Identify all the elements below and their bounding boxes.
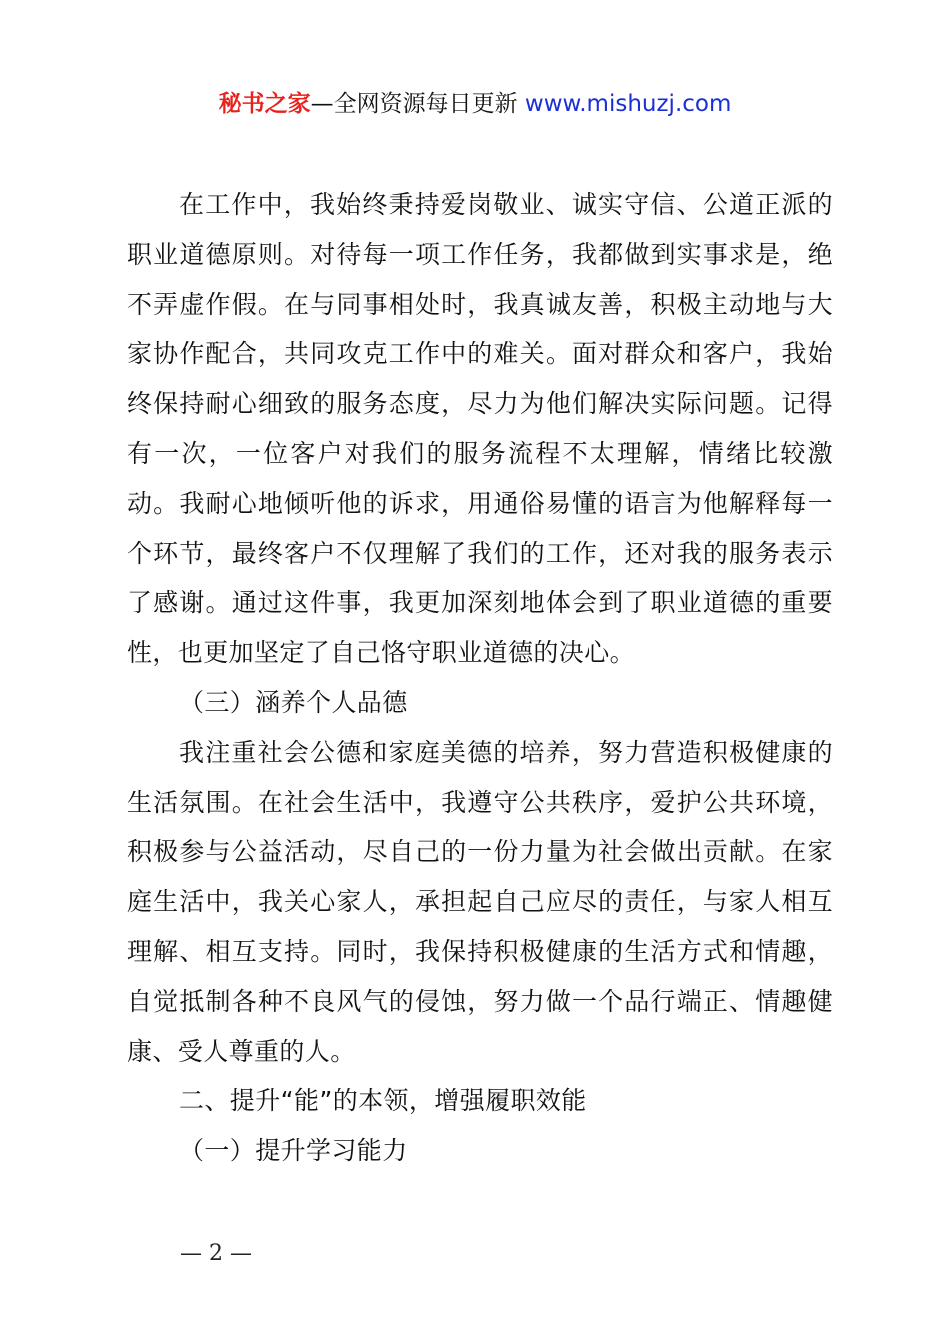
paragraph-personal-morality: 我注重社会公德和家庭美德的培养，努力营造积极健康的生活氛围。在社会生活中，我遵守公共秩序，爱护公共环境，积极参与公益活动，尽自己的一份力量为社会做出贡献。在家庭生活中，我关心家人，承担起自己应尽的责任，与家人相互理解、相互支持。同时，我保持积极健康的生活方式和情趣，自觉抵制各种不良风气的侵蚀，努力做一个品行端正、情趣健康、受人尊重的人。 <box>127 737 833 1066</box>
site-url-link[interactable]: www.mishuzj.com <box>524 91 732 117</box>
brand-name: 秘书之家 <box>218 91 311 117</box>
page-number: — 2 — <box>180 1241 252 1266</box>
page-header <box>0 88 950 120</box>
paragraph-professional-ethics: 在工作中，我始终秉持爱岗敬业、诚实守信、公道正派的职业道德原则。对待每一项工作任务，我都做到实事求是，绝不弄虚作假。在与同事相处时，我真诚友善，积极主动地与大家协作配合，共同攻克工作中的难关。面对群众和客户，我始终保持耐心细致的服务态度，尽力为他们解决实际问题。记得有一次，一位客户对我们的服务流程不太理解，情绪比较激动。我耐心地倾听他的诉求，用通俗易懂的语言为他解释每一个环节，最终客户不仅理解了我们的工作，还对我的服务表示了感谢。通过这件事，我更加深刻地体会到了职业道德的重要性，也更加坚定了自己恪守职业道德的决心。 <box>127 190 833 668</box>
section-heading-personal-morality: （三）涵养个人品德 <box>179 687 408 717</box>
header-tagline: —全网资源每日更新 <box>310 91 518 117</box>
section-heading-learning-ability: （一）提升学习能力 <box>179 1136 408 1166</box>
document-body <box>127 180 833 1176</box>
section-heading-ability: 二、提升“能”的本领，增强履职效能 <box>179 1086 587 1116</box>
